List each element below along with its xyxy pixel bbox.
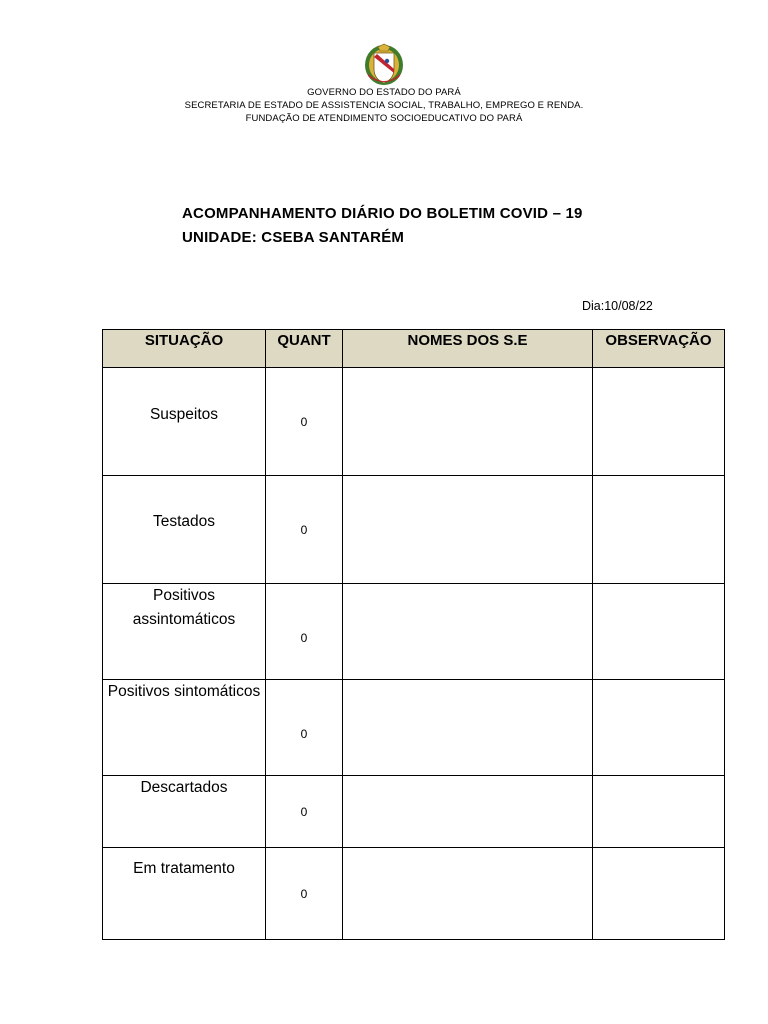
column-header-observacao: OBSERVAÇÃO xyxy=(593,330,725,368)
column-header-quant: QUANT xyxy=(266,330,343,368)
table-row xyxy=(103,368,725,476)
header-government: GOVERNO DO ESTADO DO PARÁ xyxy=(307,87,461,98)
column-header-nomes: NOMES DOS S.E xyxy=(343,330,593,368)
cell-quant: 0 xyxy=(266,776,343,848)
table-row xyxy=(103,776,725,848)
covid-report-table xyxy=(102,329,725,940)
cell-quant: 0 xyxy=(266,584,343,680)
table-row xyxy=(103,680,725,776)
cell-nomes xyxy=(343,476,593,584)
cell-situacao: Testados xyxy=(103,476,266,584)
cell-quant: 0 xyxy=(266,368,343,476)
cell-situacao: Suspeitos xyxy=(103,368,266,476)
cell-nomes xyxy=(343,584,593,680)
table-row xyxy=(103,584,725,680)
cell-nomes xyxy=(343,368,593,476)
header-secretariat: SECRETARIA DE ESTADO DE ASSISTENCIA SOCIAL, TRABALHO, EMPREGO E RENDA. xyxy=(184,100,584,111)
cell-observacao xyxy=(593,848,725,940)
cell-quant: 0 xyxy=(266,476,343,584)
cell-nomes xyxy=(343,680,593,776)
table-row xyxy=(103,848,725,940)
cell-quant: 0 xyxy=(266,848,343,940)
report-date: Dia:10/08/22 xyxy=(582,299,653,313)
header-foundation: FUNDAÇÃO DE ATENDIMENTO SOCIOEDUCATIVO DO PARÁ xyxy=(245,113,523,124)
cell-nomes xyxy=(343,848,593,940)
table-row xyxy=(103,476,725,584)
cell-quant: 0 xyxy=(266,680,343,776)
cell-situacao: Descartados xyxy=(103,776,266,848)
cell-observacao xyxy=(593,776,725,848)
column-header-situacao: SITUAÇÃO xyxy=(103,330,266,368)
cell-situacao: Em tratamento xyxy=(103,848,266,940)
table-header-row xyxy=(103,330,725,368)
cell-observacao xyxy=(593,680,725,776)
cell-observacao xyxy=(593,476,725,584)
cell-nomes xyxy=(343,776,593,848)
unit-name: UNIDADE: CSEBA SANTARÉM xyxy=(182,229,405,246)
cell-situacao: Positivos assintomáticos xyxy=(103,584,266,680)
cell-observacao xyxy=(593,368,725,476)
state-coat-of-arms-icon xyxy=(363,43,405,87)
cell-situacao: Positivos sintomáticos xyxy=(103,680,266,776)
document-title: ACOMPANHAMENTO DIÁRIO DO BOLETIM COVID – 19 xyxy=(182,205,583,222)
cell-observacao xyxy=(593,584,725,680)
